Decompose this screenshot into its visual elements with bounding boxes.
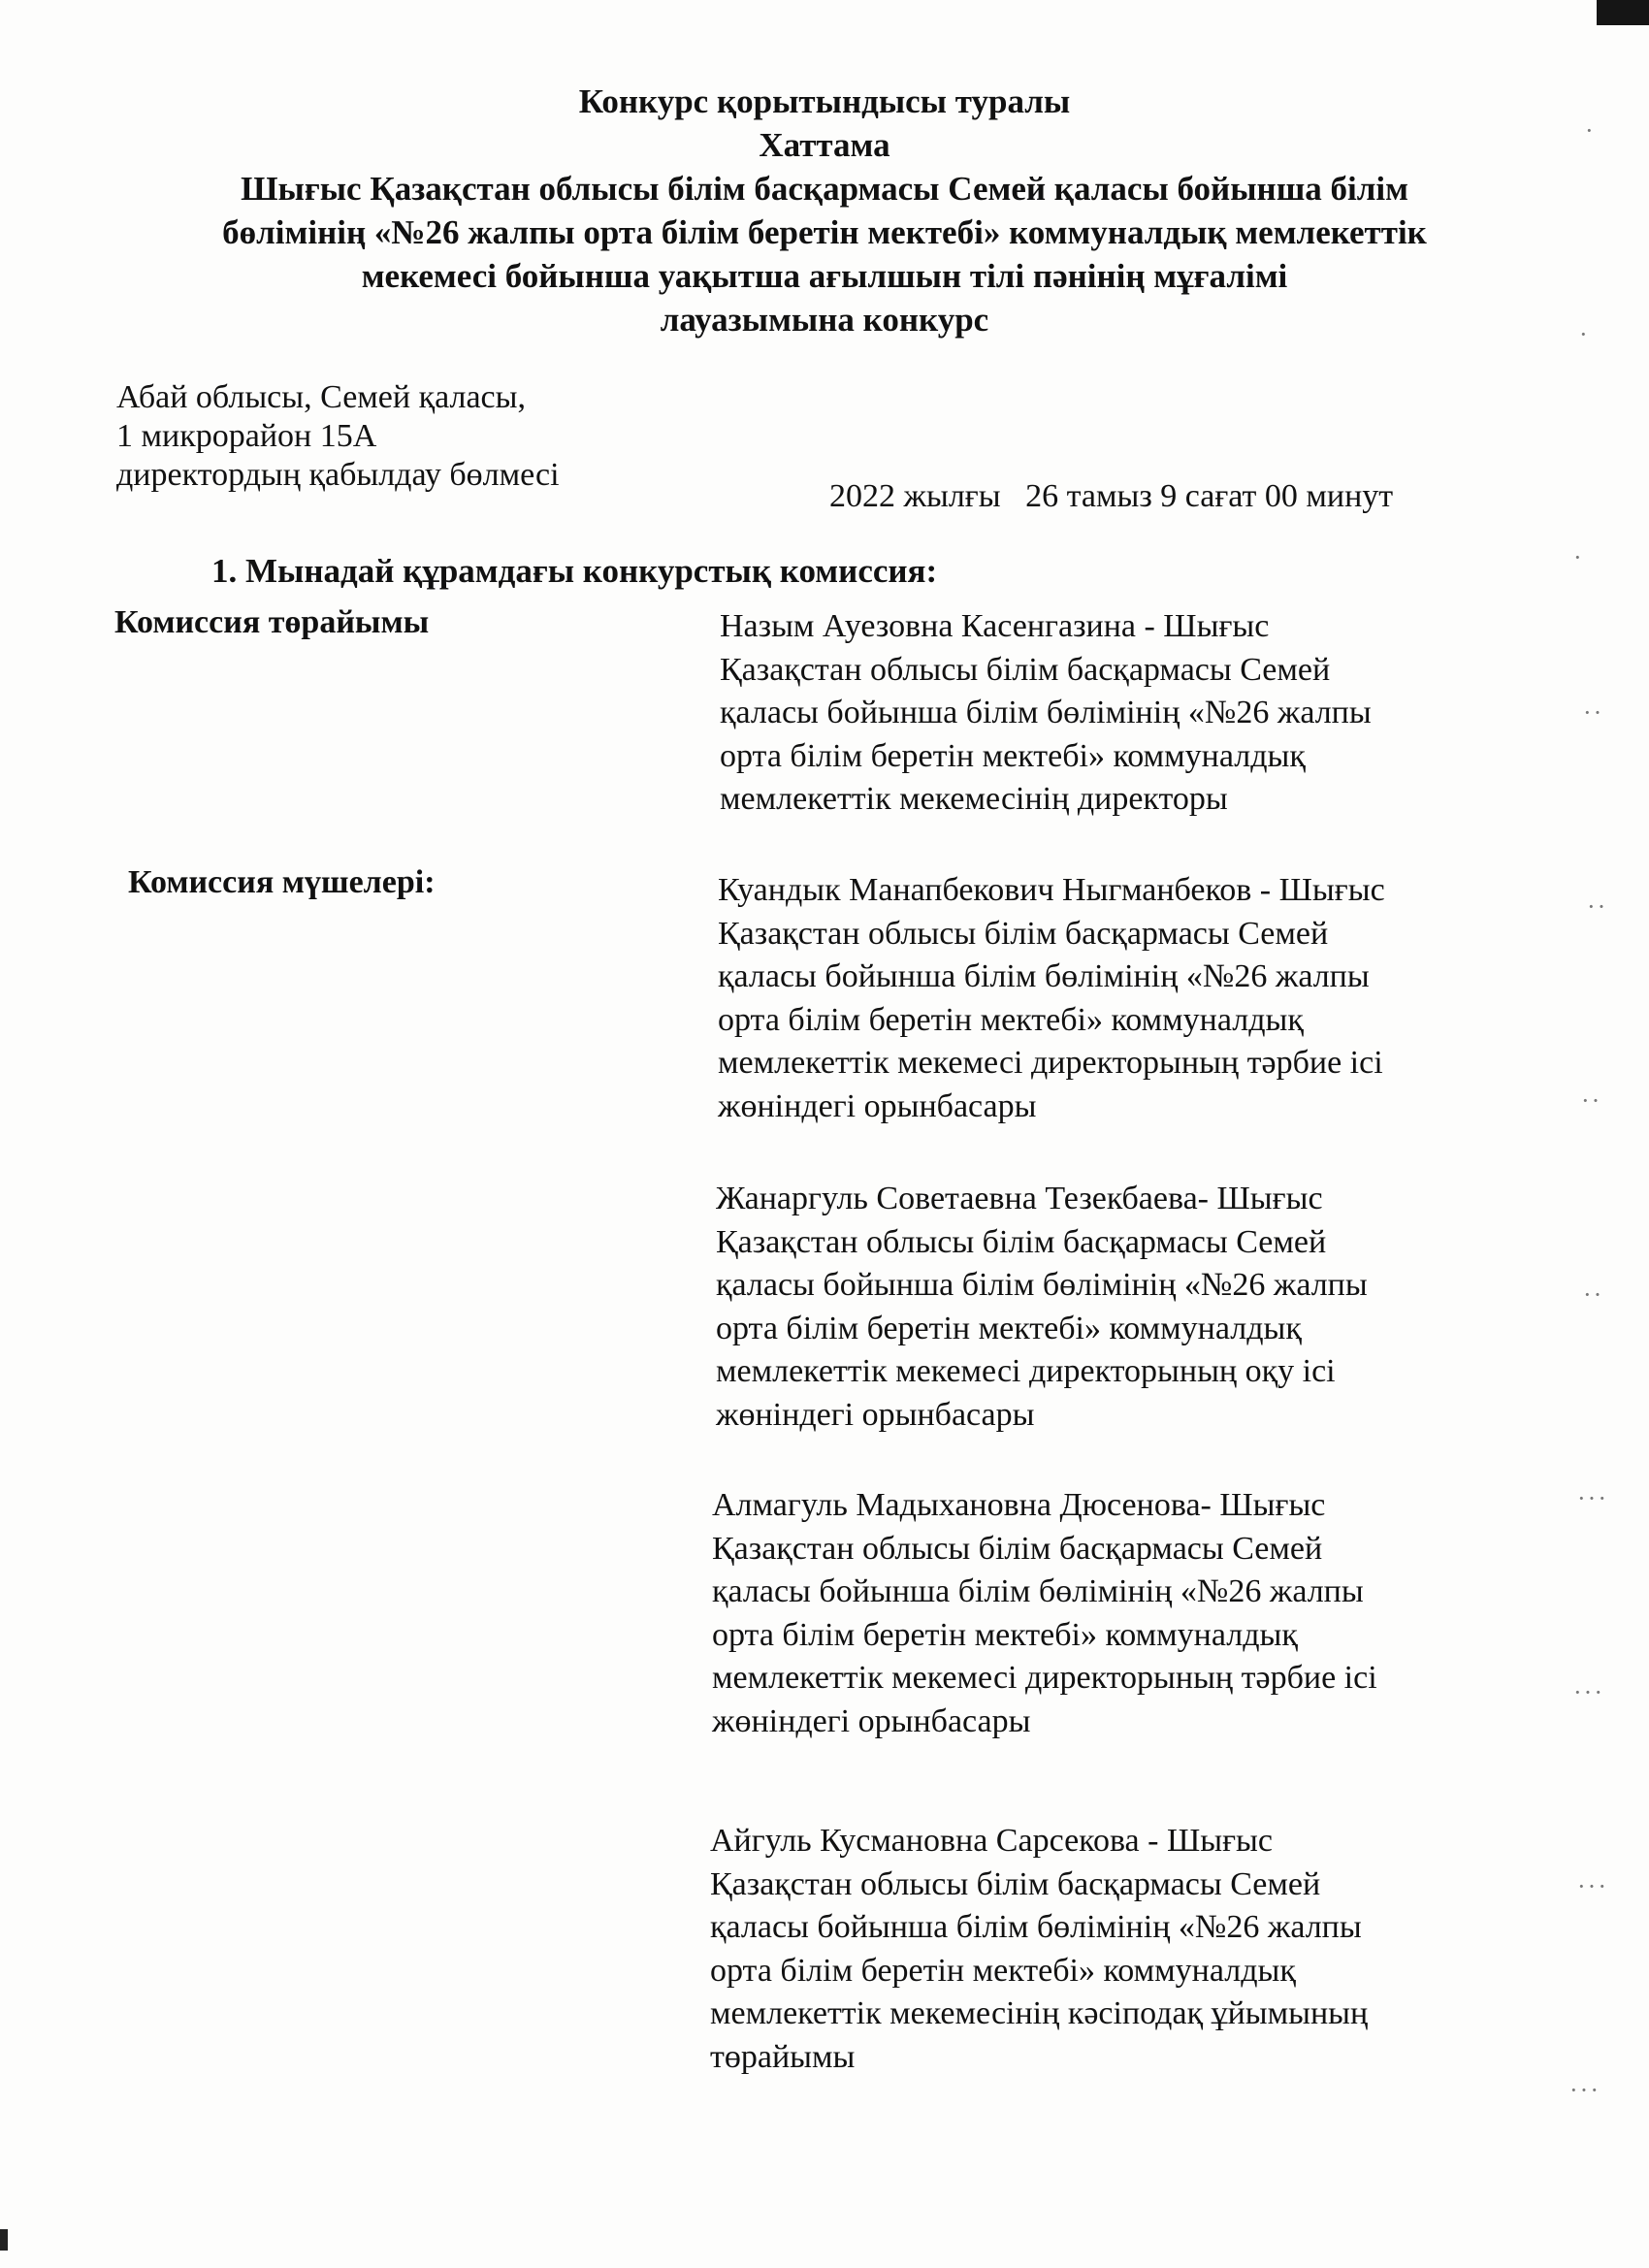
- scan-speck: ·: [1573, 543, 1584, 571]
- entry-line: мемлекеттік мекемесінің директоры: [720, 781, 1228, 817]
- entry-line: Қазақстан облысы білім басқармасы Семей: [712, 1530, 1323, 1567]
- member-entry: [710, 1820, 1544, 2079]
- member-entry: [718, 869, 1552, 1128]
- scan-speck: ··: [1583, 698, 1604, 727]
- meeting-datetime: 2022 жылғы 26 тамыз 9 сағат 00 минут: [829, 478, 1394, 514]
- entry-line: орта білім беретін мектебі» коммуналдық: [712, 1616, 1298, 1653]
- entry-line: төрайымы: [710, 2038, 856, 2075]
- entry-line: орта білім беретін мектебі» коммуналдық: [718, 1001, 1304, 1038]
- scan-speck: ···: [1573, 1678, 1604, 1706]
- entry-line: мемлекеттік мекемесі директорының тәрбие ісі: [718, 1045, 1383, 1081]
- entry-line: Қазақстан облысы білім басқармасы Семей: [720, 651, 1331, 688]
- entry-line: мемлекеттік мекемесі директорының оқу ісі: [716, 1353, 1336, 1389]
- scan-speck: ·: [1585, 116, 1596, 145]
- members-label: Комиссия мүшелері:: [128, 864, 436, 900]
- entry-line: Айгуль Кусмановна Сарсекова - Шығыс: [710, 1823, 1273, 1859]
- scan-speck: ··: [1583, 1280, 1604, 1309]
- entry-line: қаласы бойынша білім бөлімінің «№26 жалпы: [720, 695, 1372, 730]
- scan-corner-mark: [0, 2229, 8, 2251]
- scan-speck: ···: [1569, 2076, 1600, 2104]
- entry-line: Қазақстан облысы білім басқармасы Семей: [710, 1865, 1321, 1902]
- scan-speck: ·: [1579, 320, 1590, 348]
- location-line: Абай облысы, Семей қаласы,: [116, 379, 526, 415]
- entry-line: қаласы бойынша білім бөлімінің «№26 жалпы: [718, 958, 1370, 994]
- entry-line: Алмагуль Мадыхановна Дюсенова- Шығыс: [712, 1487, 1326, 1523]
- chair-label: Комиссия төрайымы: [114, 604, 430, 640]
- scan-speck: ···: [1577, 1484, 1608, 1512]
- location-line: директордың қабылдау бөлмесі: [116, 457, 560, 493]
- entry-line: орта білім беретін мектебі» коммуналдық: [720, 737, 1306, 774]
- entry-line: Қазақстан облысы білім басқармасы Семей: [718, 915, 1329, 952]
- member-entry: [712, 1484, 1546, 1743]
- scan-speck: ···: [1577, 1872, 1608, 1900]
- entry-line: мемлекеттік мекемесі директорының тәрбие ісі: [712, 1660, 1377, 1696]
- entry-line: Назым Ауезовна Касенгазина - Шығыс: [720, 608, 1270, 644]
- entry-line: орта білім беретін мектебі» коммуналдық: [716, 1310, 1302, 1346]
- title-line: бөлімінің «№26 жалпы орта білім беретін мектебі» коммуналдық мемлекеттік: [222, 213, 1427, 251]
- location-block: [116, 378, 560, 495]
- entry-line: жөніндегі орынбасары: [718, 1087, 1037, 1124]
- entry-line: жөніндегі орынбасары: [716, 1396, 1035, 1433]
- scan-speck: ··: [1587, 892, 1608, 921]
- location-line: 1 микрорайон 15А: [116, 418, 377, 454]
- section-heading: 1. Мынадай құрамдағы конкурстық комиссия:: [211, 552, 938, 590]
- entry-line: қаласы бойынша білім бөлімінің «№26 жалпы: [712, 1573, 1364, 1609]
- scan-speck: ··: [1581, 1086, 1602, 1115]
- entry-line: орта білім беретін мектебі» коммуналдық: [710, 1952, 1296, 1989]
- title-line: мекемесі бойынша уақытша ағылшын тілі пәнінің мұғалімі: [361, 257, 1288, 295]
- entry-line: Қазақстан облысы білім басқармасы Семей: [716, 1223, 1327, 1260]
- entry-line: жөніндегі орынбасары: [712, 1702, 1031, 1739]
- member-entry: [716, 1178, 1550, 1437]
- title-line: Конкурс қорытындысы туралы: [578, 82, 1071, 120]
- entry-line: Куандык Манапбекович Ныгманбеков - Шығыс: [718, 872, 1385, 908]
- scan-edge-mark: [1597, 0, 1649, 25]
- entry-line: қаласы бойынша білім бөлімінің «№26 жалпы: [716, 1267, 1368, 1303]
- document-title: [116, 80, 1533, 341]
- title-line: лауазымына конкурс: [660, 301, 989, 339]
- title-line: Хаттама: [759, 126, 890, 164]
- entry-line: мемлекеттік мекемесінің кәсіподақ ұйымының: [710, 1995, 1369, 2031]
- entry-line: қаласы бойынша білім бөлімінің «№26 жалпы: [710, 1909, 1362, 1945]
- title-line: Шығыс Қазақстан облысы білім басқармасы Семей қаласы бойынша білім: [241, 170, 1408, 208]
- chair-entry: [720, 605, 1554, 822]
- entry-line: Жанаргуль Советаевна Тезекбаева- Шығыс: [716, 1181, 1323, 1216]
